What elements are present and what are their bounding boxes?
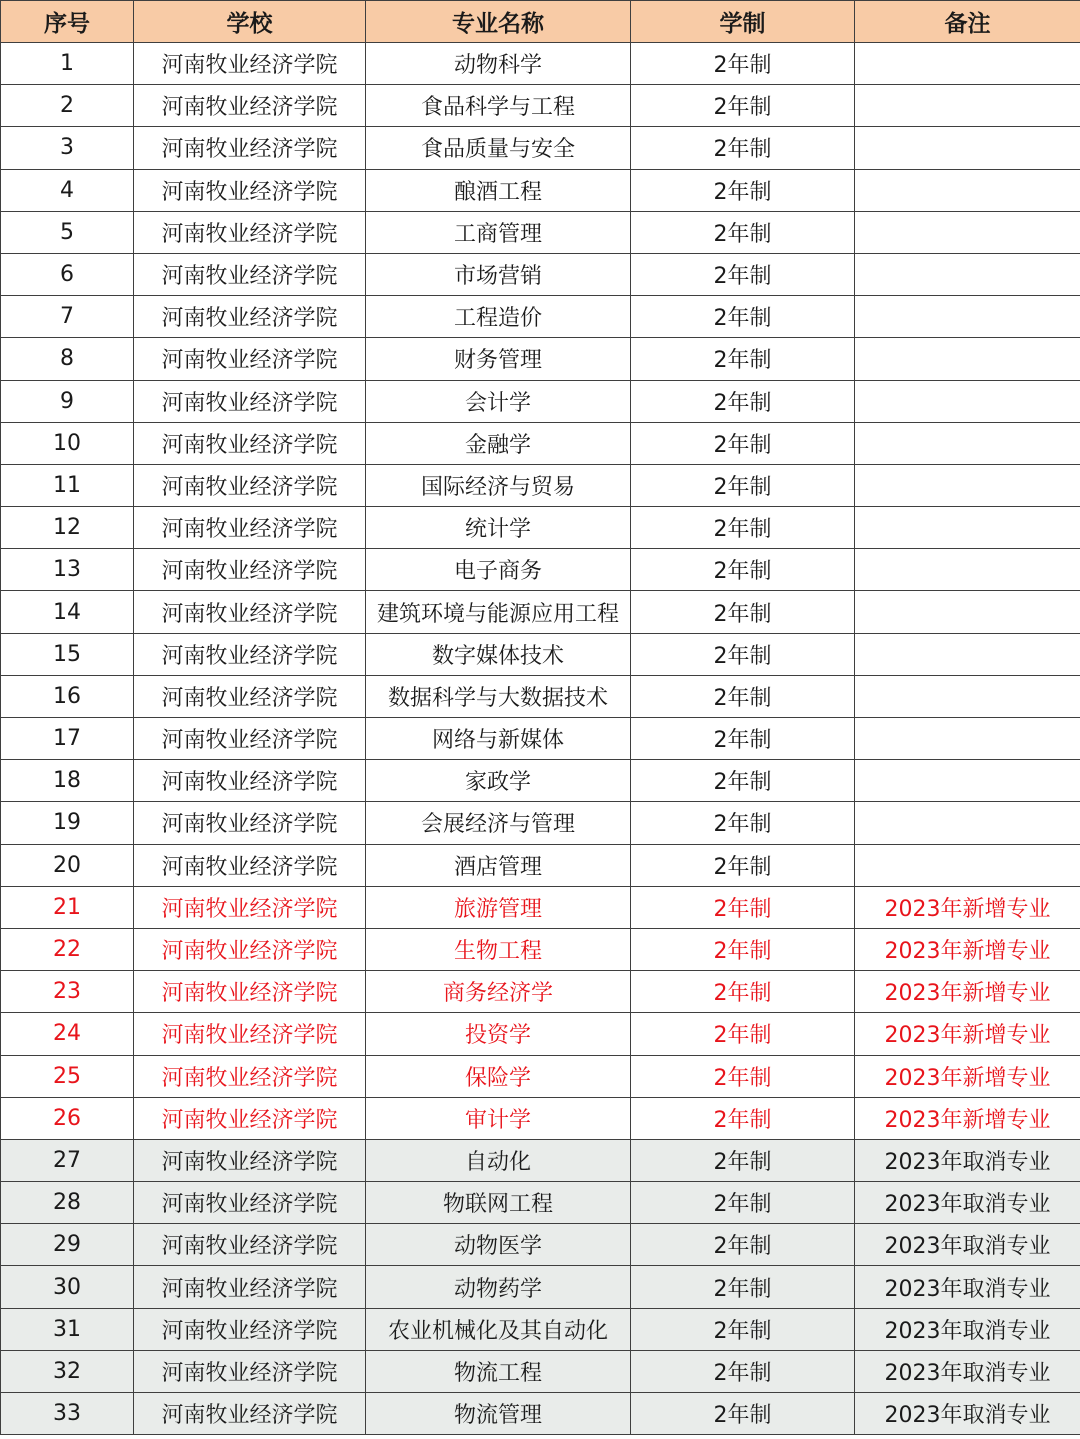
table-row — [1, 85, 1080, 127]
table-row — [1, 675, 1080, 717]
cell-major-name: 数字媒体技术 — [366, 633, 631, 675]
cell-note — [855, 169, 1080, 211]
cell-school: 河南牧业经济学院 — [134, 43, 366, 85]
cell-duration: 2年制 — [631, 253, 855, 295]
cell-school: 河南牧业经济学院 — [134, 1308, 366, 1350]
cell-duration: 2年制 — [631, 1266, 855, 1308]
cell-major-name: 农业机械化及其自动化 — [366, 1308, 631, 1350]
cell-note — [855, 127, 1080, 169]
cell-note: 2023年新增专业 — [855, 1055, 1080, 1097]
cell-note: 2023年新增专业 — [855, 1013, 1080, 1055]
table-row — [1, 718, 1080, 760]
cell-index: 2 — [1, 85, 134, 127]
table-row — [1, 971, 1080, 1013]
cell-school: 河南牧业经济学院 — [134, 85, 366, 127]
cell-duration: 2年制 — [631, 1393, 855, 1435]
cell-school: 河南牧业经济学院 — [134, 971, 366, 1013]
table-row — [1, 928, 1080, 970]
cell-duration: 2年制 — [631, 1055, 855, 1097]
cell-index: 1 — [1, 43, 134, 85]
cell-note — [855, 211, 1080, 253]
cell-index: 9 — [1, 380, 134, 422]
cell-index: 18 — [1, 760, 134, 802]
cell-index: 29 — [1, 1224, 134, 1266]
cell-index: 19 — [1, 802, 134, 844]
table-row — [1, 1182, 1080, 1224]
cell-note: 2023年新增专业 — [855, 971, 1080, 1013]
cell-school: 河南牧业经济学院 — [134, 338, 366, 380]
cell-duration: 2年制 — [631, 1013, 855, 1055]
cell-duration: 2年制 — [631, 971, 855, 1013]
cell-note — [855, 549, 1080, 591]
cell-major-name: 数据科学与大数据技术 — [366, 675, 631, 717]
cell-school: 河南牧业经济学院 — [134, 718, 366, 760]
cell-note: 2023年取消专业 — [855, 1266, 1080, 1308]
cell-school: 河南牧业经济学院 — [134, 253, 366, 295]
cell-duration: 2年制 — [631, 633, 855, 675]
cell-note — [855, 422, 1080, 464]
cell-index: 3 — [1, 127, 134, 169]
cell-major-name: 酒店管理 — [366, 844, 631, 886]
table-body — [1, 43, 1080, 1435]
table-row — [1, 380, 1080, 422]
cell-school: 河南牧业经济学院 — [134, 549, 366, 591]
cell-index: 12 — [1, 507, 134, 549]
cell-note — [855, 338, 1080, 380]
cell-note: 2023年取消专业 — [855, 1139, 1080, 1181]
table-row — [1, 633, 1080, 675]
cell-major-name: 网络与新媒体 — [366, 718, 631, 760]
cell-index: 32 — [1, 1350, 134, 1392]
cell-note: 2023年取消专业 — [855, 1393, 1080, 1435]
cell-index: 5 — [1, 211, 134, 253]
table-row — [1, 1308, 1080, 1350]
cell-note — [855, 464, 1080, 506]
cell-index: 14 — [1, 591, 134, 633]
cell-note — [855, 380, 1080, 422]
cell-major-name: 投资学 — [366, 1013, 631, 1055]
cell-major-name: 财务管理 — [366, 338, 631, 380]
cell-major-name: 市场营销 — [366, 253, 631, 295]
table-row — [1, 1097, 1080, 1139]
cell-school: 河南牧业经济学院 — [134, 464, 366, 506]
cell-index: 16 — [1, 675, 134, 717]
cell-school: 河南牧业经济学院 — [134, 380, 366, 422]
cell-duration: 2年制 — [631, 43, 855, 85]
cell-note: 2023年取消专业 — [855, 1308, 1080, 1350]
cell-index: 21 — [1, 886, 134, 928]
cell-major-name: 自动化 — [366, 1139, 631, 1181]
table-row — [1, 507, 1080, 549]
table-row — [1, 760, 1080, 802]
cell-school: 河南牧业经济学院 — [134, 296, 366, 338]
cell-major-name: 统计学 — [366, 507, 631, 549]
cell-major-name: 会计学 — [366, 380, 631, 422]
cell-duration: 2年制 — [631, 169, 855, 211]
cell-duration: 2年制 — [631, 1097, 855, 1139]
cell-duration: 2年制 — [631, 85, 855, 127]
cell-note — [855, 844, 1080, 886]
cell-duration: 2年制 — [631, 549, 855, 591]
cell-duration: 2年制 — [631, 1224, 855, 1266]
table-row — [1, 1139, 1080, 1181]
cell-school: 河南牧业经济学院 — [134, 422, 366, 464]
cell-note — [855, 43, 1080, 85]
table-row — [1, 1393, 1080, 1435]
cell-index: 31 — [1, 1308, 134, 1350]
cell-major-name: 家政学 — [366, 760, 631, 802]
cell-index: 13 — [1, 549, 134, 591]
table-row — [1, 1350, 1080, 1392]
table-row — [1, 253, 1080, 295]
cell-index: 23 — [1, 971, 134, 1013]
cell-note — [855, 718, 1080, 760]
cell-duration: 2年制 — [631, 760, 855, 802]
cell-major-name: 生物工程 — [366, 928, 631, 970]
cell-major-name: 物联网工程 — [366, 1182, 631, 1224]
cell-note: 2023年取消专业 — [855, 1350, 1080, 1392]
header-index: 序号 — [1, 1, 134, 43]
cell-major-name: 动物药学 — [366, 1266, 631, 1308]
cell-note: 2023年取消专业 — [855, 1182, 1080, 1224]
cell-duration: 2年制 — [631, 211, 855, 253]
header-school: 学校 — [134, 1, 366, 43]
table-row — [1, 1224, 1080, 1266]
header-note: 备注 — [855, 1, 1080, 43]
cell-duration: 2年制 — [631, 591, 855, 633]
cell-duration: 2年制 — [631, 1139, 855, 1181]
cell-school: 河南牧业经济学院 — [134, 591, 366, 633]
cell-note — [855, 85, 1080, 127]
cell-duration: 2年制 — [631, 1182, 855, 1224]
cell-major-name: 物流工程 — [366, 1350, 631, 1392]
cell-index: 17 — [1, 718, 134, 760]
cell-school: 河南牧业经济学院 — [134, 507, 366, 549]
cell-duration: 2年制 — [631, 127, 855, 169]
cell-index: 22 — [1, 928, 134, 970]
cell-duration: 2年制 — [631, 928, 855, 970]
cell-duration: 2年制 — [631, 886, 855, 928]
cell-major-name: 建筑环境与能源应用工程 — [366, 591, 631, 633]
cell-school: 河南牧业经济学院 — [134, 1055, 366, 1097]
cell-major-name: 物流管理 — [366, 1393, 631, 1435]
table-row — [1, 43, 1080, 85]
cell-note: 2023年新增专业 — [855, 928, 1080, 970]
table-row — [1, 169, 1080, 211]
cell-index: 33 — [1, 1393, 134, 1435]
cell-school: 河南牧业经济学院 — [134, 169, 366, 211]
cell-school: 河南牧业经济学院 — [134, 1182, 366, 1224]
cell-duration: 2年制 — [631, 380, 855, 422]
cell-note — [855, 802, 1080, 844]
cell-duration: 2年制 — [631, 802, 855, 844]
cell-note: 2023年取消专业 — [855, 1224, 1080, 1266]
cell-major-name: 工程造价 — [366, 296, 631, 338]
cell-school: 河南牧业经济学院 — [134, 211, 366, 253]
cell-duration: 2年制 — [631, 338, 855, 380]
table-row — [1, 549, 1080, 591]
cell-index: 4 — [1, 169, 134, 211]
cell-note — [855, 760, 1080, 802]
cell-duration: 2年制 — [631, 296, 855, 338]
cell-major-name: 食品质量与安全 — [366, 127, 631, 169]
cell-school: 河南牧业经济学院 — [134, 802, 366, 844]
cell-index: 27 — [1, 1139, 134, 1181]
cell-major-name: 审计学 — [366, 1097, 631, 1139]
cell-index: 10 — [1, 422, 134, 464]
cell-duration: 2年制 — [631, 844, 855, 886]
cell-note — [855, 253, 1080, 295]
cell-major-name: 酿酒工程 — [366, 169, 631, 211]
table-row — [1, 464, 1080, 506]
cell-school: 河南牧业经济学院 — [134, 1350, 366, 1392]
cell-major-name: 工商管理 — [366, 211, 631, 253]
cell-note: 2023年新增专业 — [855, 1097, 1080, 1139]
cell-index: 26 — [1, 1097, 134, 1139]
cell-note — [855, 507, 1080, 549]
cell-index: 8 — [1, 338, 134, 380]
cell-note — [855, 591, 1080, 633]
cell-major-name: 会展经济与管理 — [366, 802, 631, 844]
cell-major-name: 动物科学 — [366, 43, 631, 85]
cell-school: 河南牧业经济学院 — [134, 1266, 366, 1308]
table-row — [1, 127, 1080, 169]
cell-major-name: 食品科学与工程 — [366, 85, 631, 127]
cell-major-name: 电子商务 — [366, 549, 631, 591]
cell-index: 25 — [1, 1055, 134, 1097]
cell-note — [855, 633, 1080, 675]
cell-duration: 2年制 — [631, 1308, 855, 1350]
table-row — [1, 338, 1080, 380]
table-row — [1, 1266, 1080, 1308]
cell-school: 河南牧业经济学院 — [134, 633, 366, 675]
table-row — [1, 422, 1080, 464]
cell-duration: 2年制 — [631, 464, 855, 506]
table-row — [1, 1013, 1080, 1055]
cell-school: 河南牧业经济学院 — [134, 1224, 366, 1266]
cell-school: 河南牧业经济学院 — [134, 1097, 366, 1139]
cell-duration: 2年制 — [631, 718, 855, 760]
cell-major-name: 金融学 — [366, 422, 631, 464]
cell-index: 20 — [1, 844, 134, 886]
cell-index: 28 — [1, 1182, 134, 1224]
cell-note: 2023年新增专业 — [855, 886, 1080, 928]
table-row — [1, 844, 1080, 886]
cell-major-name: 国际经济与贸易 — [366, 464, 631, 506]
cell-index: 6 — [1, 253, 134, 295]
cell-duration: 2年制 — [631, 422, 855, 464]
table-row — [1, 802, 1080, 844]
cell-school: 河南牧业经济学院 — [134, 844, 366, 886]
cell-duration: 2年制 — [631, 507, 855, 549]
cell-school: 河南牧业经济学院 — [134, 928, 366, 970]
cell-school: 河南牧业经济学院 — [134, 127, 366, 169]
header-duration: 学制 — [631, 1, 855, 43]
cell-note — [855, 296, 1080, 338]
cell-duration: 2年制 — [631, 675, 855, 717]
cell-major-name: 动物医学 — [366, 1224, 631, 1266]
header-major-name: 专业名称 — [366, 1, 631, 43]
table-row — [1, 886, 1080, 928]
cell-major-name: 旅游管理 — [366, 886, 631, 928]
table-header-row — [1, 1, 1080, 43]
cell-school: 河南牧业经济学院 — [134, 1139, 366, 1181]
cell-index: 7 — [1, 296, 134, 338]
cell-duration: 2年制 — [631, 1350, 855, 1392]
table-row — [1, 296, 1080, 338]
cell-index: 11 — [1, 464, 134, 506]
cell-major-name: 商务经济学 — [366, 971, 631, 1013]
cell-major-name: 保险学 — [366, 1055, 631, 1097]
cell-school: 河南牧业经济学院 — [134, 1013, 366, 1055]
cell-school: 河南牧业经济学院 — [134, 760, 366, 802]
table-row — [1, 591, 1080, 633]
cell-school: 河南牧业经济学院 — [134, 1393, 366, 1435]
cell-index: 30 — [1, 1266, 134, 1308]
table-row — [1, 1055, 1080, 1097]
cell-index: 15 — [1, 633, 134, 675]
cell-index: 24 — [1, 1013, 134, 1055]
table-row — [1, 211, 1080, 253]
cell-school: 河南牧业经济学院 — [134, 886, 366, 928]
cell-note — [855, 675, 1080, 717]
cell-school: 河南牧业经济学院 — [134, 675, 366, 717]
